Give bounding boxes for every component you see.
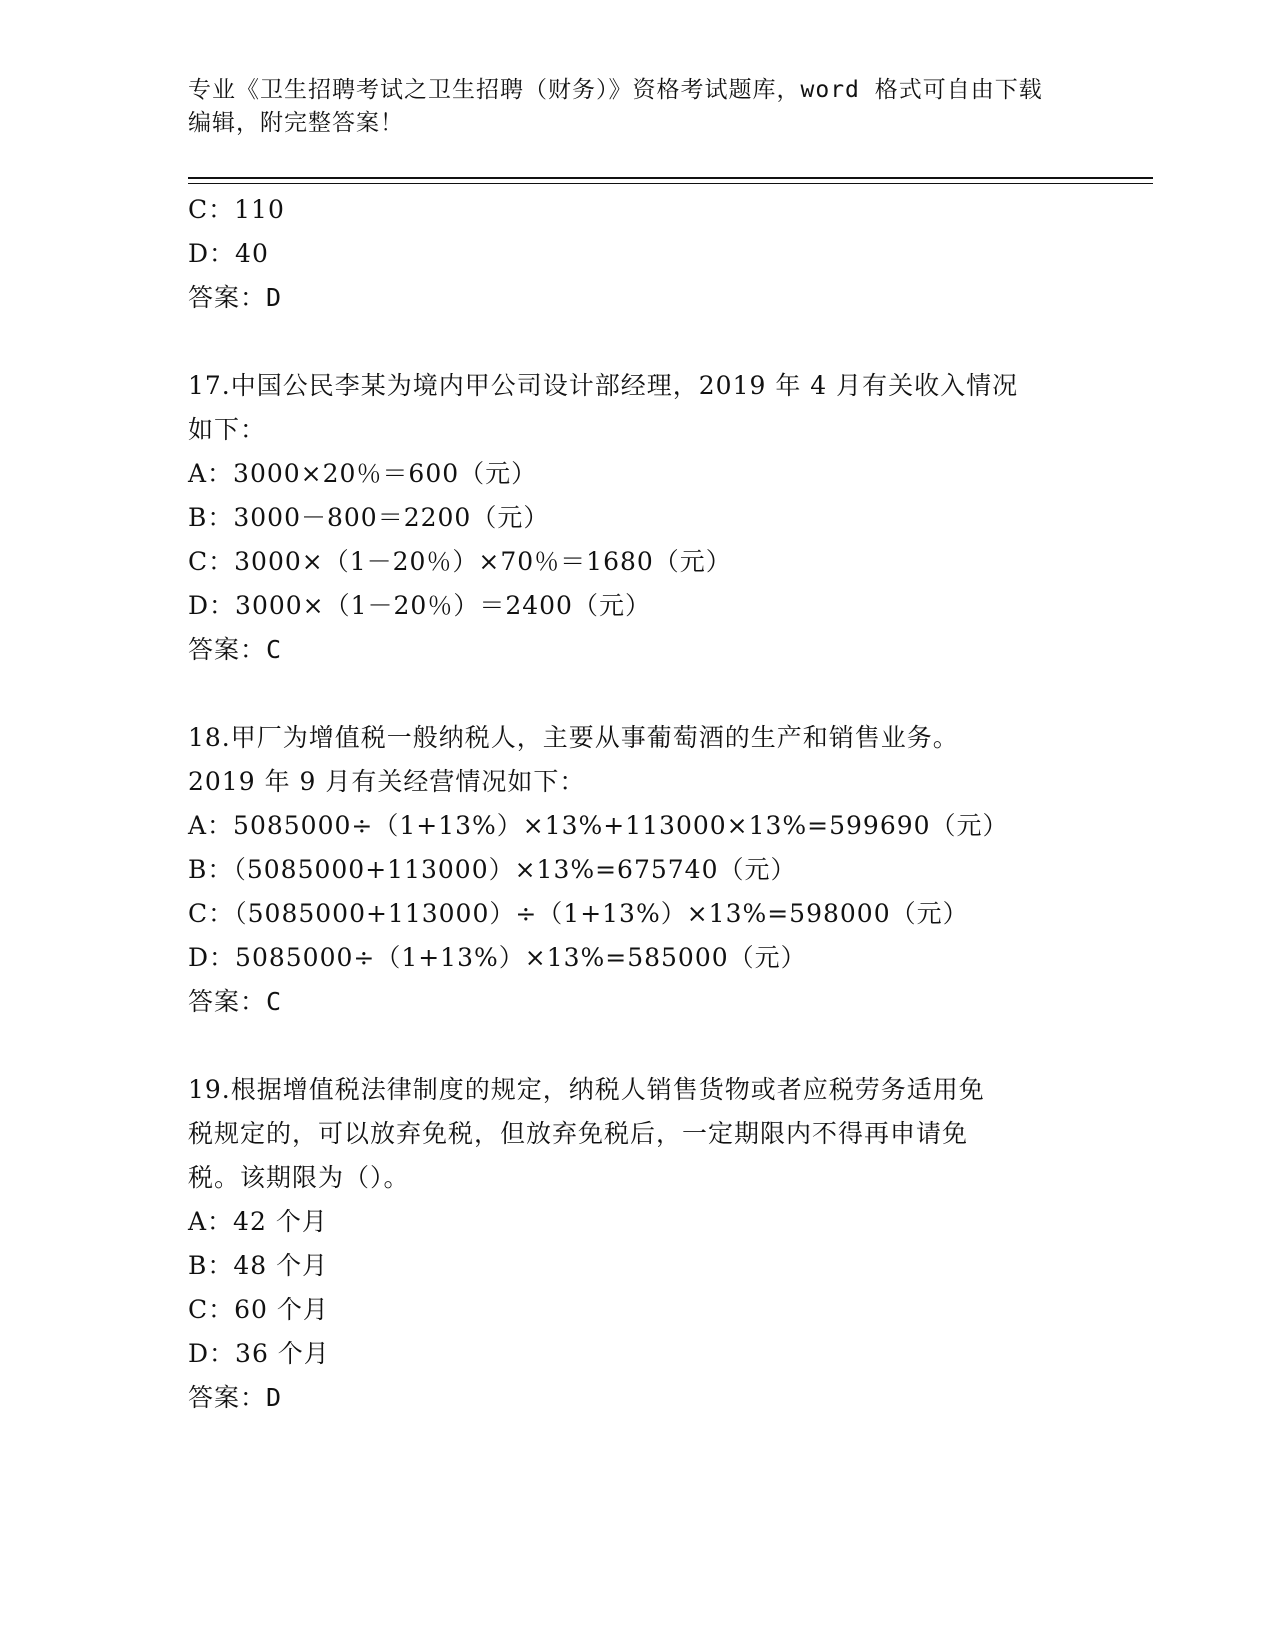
q17-stem-line-1: 17.中国公民李某为境内甲公司设计部经理，2019 年 4 月有关收入情况: [188, 371, 1019, 400]
q18-option-c: C：（5085000+113000）÷（1+13%）×13%=598000（元）: [188, 899, 969, 928]
q17-answer: 答案：C: [188, 635, 283, 664]
q16-option-c: C：110: [188, 195, 285, 224]
q19-option-b: B：48 个月: [188, 1251, 329, 1280]
q16-option-d: D：40: [188, 239, 269, 268]
q17-stem-line-2: 如下：: [188, 415, 267, 444]
q19-answer: 答案：D: [188, 1383, 283, 1412]
q19-option-d: D：36 个月: [188, 1339, 330, 1368]
q16-answer: 答案：D: [188, 283, 283, 312]
q17-option-b: B：3000－800＝2200（元）: [188, 503, 550, 532]
q18-option-b: B：（5085000+113000）×13%=675740（元）: [188, 855, 797, 884]
header-line-2: 编辑，附完整答案！: [188, 110, 404, 136]
header-line-1: 专业《卫生招聘考试之卫生招聘（财务）》资格考试题库，word 格式可自由下载: [188, 77, 1043, 103]
q18-option-d: D：5085000÷（1+13%）×13%=585000（元）: [188, 943, 807, 972]
q19-stem-line-3: 税。该期限为（）。: [188, 1163, 410, 1192]
q19-option-a: A：42 个月: [188, 1207, 328, 1236]
q17-option-d: D：3000×（1－20％）＝2400（元）: [188, 591, 651, 620]
q18-stem-line-1: 18.甲厂为增值税一般纳税人，主要从事葡萄酒的生产和销售业务。: [188, 723, 959, 752]
header-divider-thick: [188, 177, 1153, 179]
q18-option-a: A：5085000÷（1+13%）×13%+113000×13%=599690（元）: [188, 811, 1009, 840]
page-header: [188, 74, 1088, 140]
q19-stem-line-1: 19.根据增值税法律制度的规定，纳税人销售货物或者应税劳务适用免: [188, 1075, 985, 1104]
q17-option-a: A：3000×20％＝600（元）: [188, 459, 538, 488]
q19-stem-line-2: 税规定的，可以放弃免税，但放弃免税后，一定期限内不得再申请免: [188, 1119, 969, 1148]
q18-stem-line-2: 2019 年 9 月有关经营情况如下：: [188, 767, 586, 796]
q19-option-c: C：60 个月: [188, 1295, 329, 1324]
q17-option-c: C：3000×（1－20％）×70％＝1680（元）: [188, 547, 732, 576]
q18-answer: 答案：C: [188, 987, 283, 1016]
header-divider-thin: [188, 183, 1153, 184]
